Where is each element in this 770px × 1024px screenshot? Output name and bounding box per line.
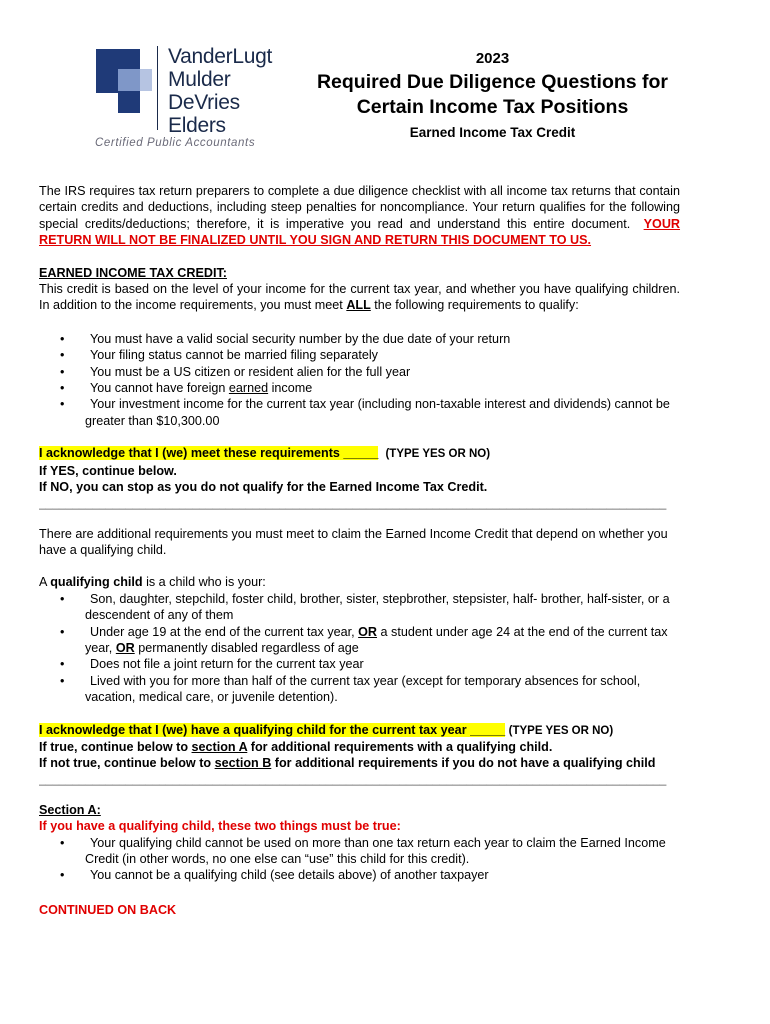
eitc-req-1: You must have a valid social security number by the due date of your return [90, 331, 511, 346]
section-a-b1: Your qualifying child cannot be used on more than one tax return each year to claim the Earned Income Credit (in other words, no one else can “use” this child for this credit). [85, 835, 666, 866]
qualifying-ack-text[interactable]: I acknowledge that I (we) have a qualifying child for the current tax year _____ [39, 722, 506, 737]
list-item [39, 591, 680, 624]
list-item [39, 331, 680, 347]
continued-on-back: CONTINUED ON BACK [39, 902, 177, 917]
qualifying-false-line [39, 755, 680, 771]
qualifying-b1: Son, daughter, stepchild, foster child, brother, sister, stepbrother, stepsister, half- brother, half-sister, or a descendent of any of them [85, 591, 670, 623]
list-item [39, 347, 680, 363]
eitc-para-start: This credit is based on the level of your income for the current tax year, and whether you have qualifying children. In addition to the income requirements, you must meet [39, 282, 680, 313]
eitc-acknowledgement [39, 445, 680, 462]
qualifying-definition [39, 574, 680, 590]
qualifying-ack-note: (TYPE YES OR NO) [508, 724, 614, 737]
qualifying-b2-or-2: OR [115, 640, 135, 655]
qualifying-false-post: for additional requirements if you do not have a qualifying child [274, 756, 656, 771]
list-item [39, 673, 680, 706]
qualifying-b3: Does not file a joint return for the current tax year [90, 657, 364, 672]
logo-square-dark-2 [118, 91, 140, 113]
eitc-heading: EARNED INCOME TAX CREDIT: [39, 265, 227, 280]
list-item [39, 656, 680, 672]
list-item [39, 867, 680, 883]
section-a-list [39, 835, 680, 884]
eitc-req-5: Your investment income for the current tax year (including non-taxable interest and dividends) cannot be greater than $10,300.00 [85, 397, 670, 428]
logo-square-light-2 [140, 69, 152, 91]
eitc-req-4-pre: You cannot have foreign [90, 381, 226, 396]
eitc-no-line: If NO, you can stop as you do not qualify for the Earned Income Tax Credit. [39, 480, 488, 495]
list-item [39, 835, 680, 868]
logo-line-2: Mulder [168, 68, 231, 91]
logo-line-1: VanderLugt [168, 45, 273, 68]
intro-paragraph [39, 183, 680, 249]
eitc-yes-line: If YES, continue below. [39, 463, 177, 478]
qualifying-false-pre: If not true, continue below to [39, 756, 212, 771]
eitc-paragraph [39, 281, 680, 314]
section-a-subheading: If you have a qualifying child, these two things must be true: [39, 819, 401, 834]
document-header [300, 50, 685, 142]
header-year: 2023 [475, 50, 510, 67]
eitc-req-4-earned: earned [228, 381, 269, 396]
qualifying-b2-b: a student under age 24 at the end of the current tax year, [85, 624, 668, 655]
intro-text: The IRS requires tax return preparers to complete a due diligence checklist with all income tax returns that contain certain credits and deductions, including steep penalties for noncompliance. Your return qualifies for the following special credits/deductions; therefore, it is imperative you read and understand this entire document. [39, 184, 680, 231]
list-item [39, 380, 680, 396]
qualifying-b2-c: permanently disabled regardless of age [138, 640, 359, 655]
eitc-req-2: Your filing status cannot be married filing separately [90, 348, 378, 363]
section-b-link[interactable]: section B [214, 756, 272, 771]
section-a-b2: You cannot be a qualifying child (see details above) of another taxpayer [90, 868, 489, 883]
qualifying-b2-a: Under age 19 at the end of the current tax year, [90, 624, 355, 639]
logo-square-light [118, 69, 140, 91]
eitc-para-all: ALL [346, 298, 371, 313]
logo-tagline: Certified Public Accountants [95, 137, 256, 149]
logo-line-3: DeVries [168, 91, 240, 114]
section-a-heading: Section A: [39, 802, 101, 817]
header-title-2: Certain Income Tax Positions [356, 96, 629, 118]
separator-2: ______________________________________________________________________________________________ [39, 771, 667, 786]
separator-1: ______________________________________________________________________________________________ [39, 495, 667, 510]
eitc-req-4-post: income [271, 381, 313, 396]
qualifying-b2-or-1: OR [358, 624, 378, 639]
list-item [39, 624, 680, 657]
list-item [39, 396, 680, 429]
qualifying-true-line [39, 739, 680, 755]
logo-divider [157, 46, 158, 130]
eitc-ack-text[interactable]: I acknowledge that I (we) meet these requirements _____ [39, 446, 379, 461]
eitc-req-3: You must be a US citizen or resident alien for the full year [90, 364, 411, 379]
eitc-requirements-list [39, 331, 680, 429]
qualifying-def-bold: qualifying child [50, 575, 143, 590]
eitc-ack-note: (TYPE YES OR NO) [385, 448, 491, 461]
document-body [39, 183, 680, 918]
eitc-para-end: the following requirements to qualify: [374, 298, 579, 313]
qualifying-b4: Lived with you for more than half of the current tax year (except for temporary absences for school, vacation, medical care, or juvenile detention). [85, 673, 641, 705]
qualifying-acknowledgement [39, 722, 680, 739]
qualifying-intro: There are additional requirements you must meet to claim the Earned Income Credit that depend on whether you have a qualifying child. [39, 526, 668, 557]
section-a-link[interactable]: section A [191, 739, 248, 754]
qualifying-child-list [39, 591, 680, 706]
intro-warning: YOUR RETURN WILL NOT BE FINALIZED UNTIL YOU SIGN AND RETURN THIS DOCUMENT TO US. [39, 216, 681, 248]
header-title-1: Required Due Diligence Questions for [316, 71, 669, 93]
list-item [39, 364, 680, 380]
qualifying-true-pre: If true, continue below to [39, 739, 189, 754]
logo-wordmark [168, 45, 272, 137]
qualifying-true-post: for additional requirements with a qualifying child. [250, 739, 553, 754]
qualifying-def-post: is a child who is your: [146, 575, 266, 590]
header-subtitle: Earned Income Tax Credit [409, 125, 576, 140]
qualifying-def-pre: A [39, 575, 47, 590]
logo-line-4: Elders [168, 114, 226, 137]
